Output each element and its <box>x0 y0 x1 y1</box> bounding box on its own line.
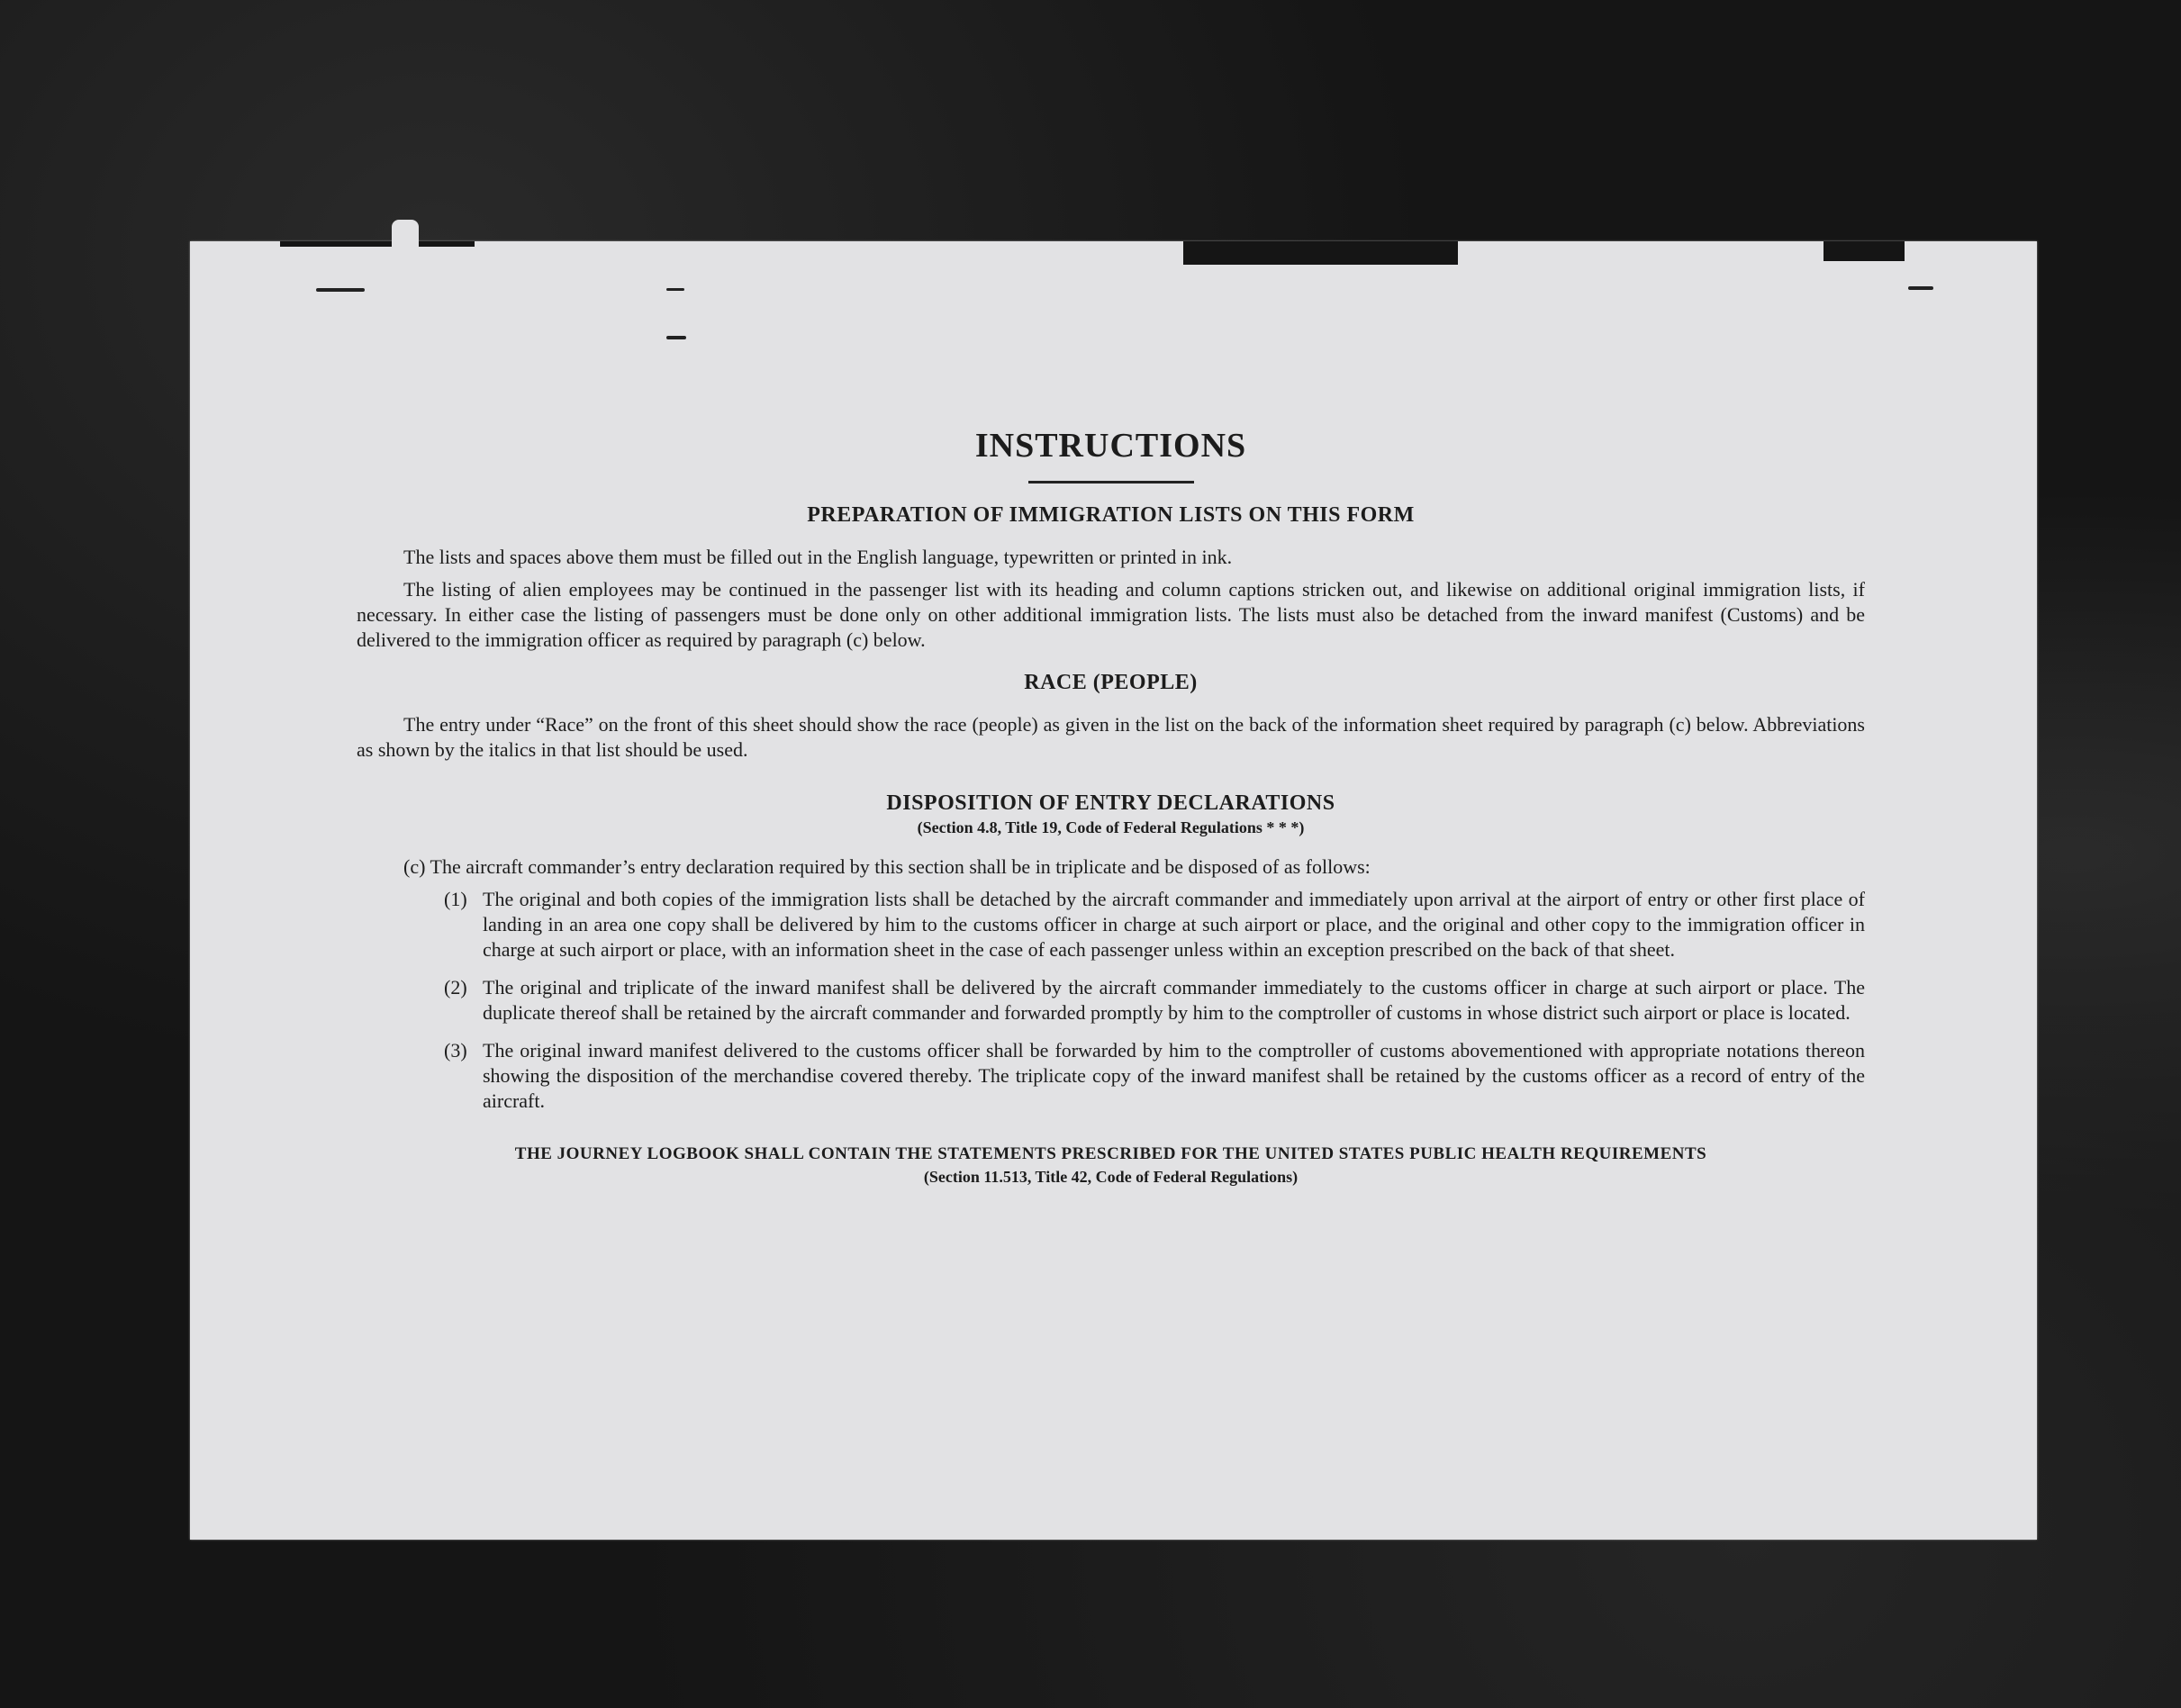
list-item-number: (2) <box>444 976 467 999</box>
instructions-content <box>357 426 1865 1188</box>
section-heading-preparation: PREPARATION OF IMMIGRATION LISTS ON THIS FORM <box>807 503 1415 527</box>
paper-speck <box>666 336 686 339</box>
title-underline <box>1028 481 1194 483</box>
clause-c: (c) The aircraft commander’s entry declaration required by this section shall be in triplicate and be disposed of as follows: <box>403 855 1371 878</box>
disposition-list <box>444 887 1865 1114</box>
list-item-number: (1) <box>444 888 467 910</box>
footer-citation: (Section 11.513, Title 42, Code of Federal Regulations) <box>923 1168 1299 1186</box>
section-heading-disposition: DISPOSITION OF ENTRY DECLARATIONS <box>886 791 1335 815</box>
torn-edge-notch <box>1824 241 1905 261</box>
paper-speck <box>316 288 365 292</box>
paragraph: The lists and spaces above them must be filled out in the English language, typewritten or printed in ink. <box>403 546 1233 568</box>
list-item-number: (3) <box>444 1039 467 1062</box>
section-heading-race: RACE (PEOPLE) <box>1024 671 1198 694</box>
torn-paper-tab <box>392 220 419 256</box>
list-item <box>444 975 1865 1026</box>
torn-edge-notch <box>1183 241 1458 265</box>
list-item-text: The original and triplicate of the inward manifest shall be delivered by the aircraft commander immediately to the customs officer in charge at such airport or place. The duplicate thereof shall be retained by the aircraft commander and forwarded promptly by him to the comptroller of customs in whose district such airport or place is located. <box>483 976 1865 1024</box>
document-sheet <box>190 241 2037 1540</box>
list-item-text: The original inward manifest delivered to the customs officer shall be forwarded by him to the comptroller of customs abovementioned with appropriate notations thereon showing the disposition of the merchandise covered thereby. The triplicate copy of the inward manifest shall be retained by the customs officer as a record of entry of the aircraft. <box>483 1039 1865 1112</box>
torn-edge-corner <box>280 241 475 247</box>
list-item <box>444 887 1865 962</box>
list-item <box>444 1038 1865 1114</box>
footer-statement: THE JOURNEY LOGBOOK SHALL CONTAIN THE STATEMENTS PRESCRIBED FOR THE UNITED STATES PUBLIC HEALTH REQUIREMENTS <box>514 1144 1707 1163</box>
section-citation: (Section 4.8, Title 19, Code of Federal Regulations * * *) <box>917 818 1305 836</box>
paragraph: The entry under “Race” on the front of this sheet should show the race (people) as given in the list on the back of the information sheet required by paragraph (c) below. Abbreviations as shown by the italics in that list should be used. <box>357 713 1865 761</box>
paper-speck <box>1908 286 1933 290</box>
paragraph: The listing of alien employees may be continued in the passenger list with its heading and column captions stricken out, and likewise on additional original immigration lists, if necessary. In either case the listing of passengers must be done only on other additional immigration lists. The lists must also be detached from the inward manifest (Customs) and be delivered to the immigration officer as required by paragraph (c) below. <box>357 578 1865 651</box>
list-item-text: The original and both copies of the immigration lists shall be detached by the aircraft commander and immediately upon arrival at the airport of entry or other first place of landing in an area one copy shall be delivered by him to the customs officer in charge at such airport or place, and the original and other copy to the immigration officer in charge at such airport or place, with an information sheet in the case of each passenger unless within an exception prescribed on the back of that sheet. <box>483 888 1865 961</box>
page-title: INSTRUCTIONS <box>974 427 1247 465</box>
paper-speck <box>666 288 684 291</box>
